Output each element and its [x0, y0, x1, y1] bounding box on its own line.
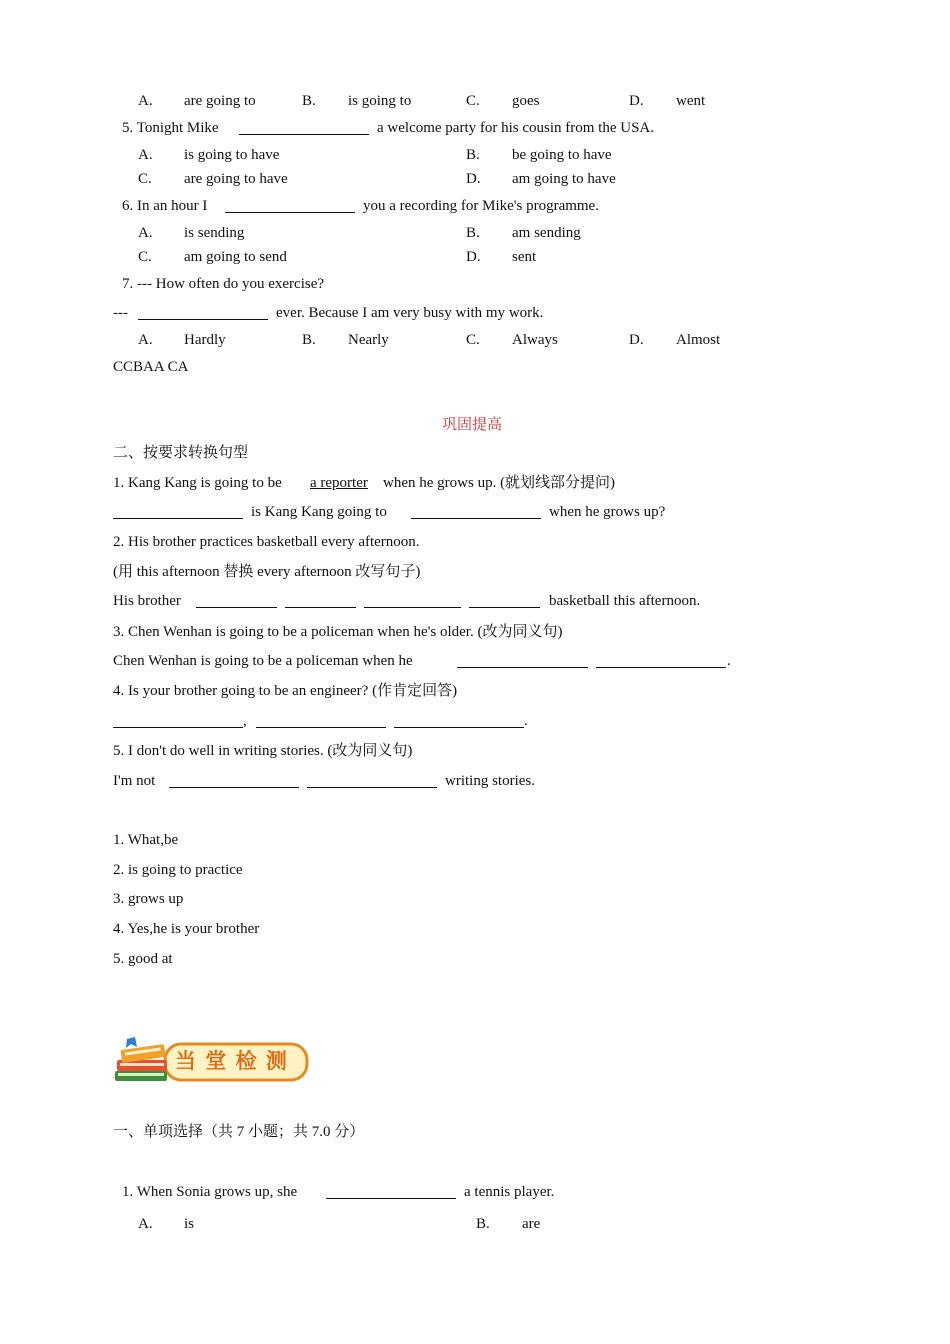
- q7-option-a-letter: A.: [138, 332, 153, 348]
- q6-option-c: am going to send: [184, 249, 287, 265]
- q5-option-c: are going to have: [184, 171, 288, 187]
- s2-line-start: His brother: [113, 593, 181, 609]
- q5-option-a: is going to have: [184, 147, 280, 163]
- s1-line-end: when he grows up?: [549, 504, 666, 520]
- answer-2-2: 2. is going to practice: [113, 862, 243, 878]
- answer-2-5: 5. good at: [113, 951, 173, 967]
- s4-text: 4. Is your brother going to be an engineer? (作肯定回答): [113, 683, 458, 699]
- p3-q1-option-a-letter: A.: [138, 1216, 153, 1232]
- s3-blank-2[interactable]: [596, 653, 726, 668]
- q6-option-d: sent: [512, 249, 537, 265]
- q7-blank[interactable]: [138, 305, 268, 320]
- p3-q1-stem-end: a tennis player.: [464, 1184, 555, 1200]
- badge-label: 当 堂 检 测: [175, 1049, 288, 1073]
- s2-hint: (用 this afternoon 替换 every afternoon 改写句子): [113, 564, 421, 580]
- p3-q1-stem-start: 1. When Sonia grows up, she: [122, 1184, 298, 1200]
- s5-line-end: writing stories.: [445, 773, 535, 789]
- q5-blank[interactable]: [239, 120, 369, 135]
- s2-blank-2[interactable]: [285, 593, 356, 608]
- q7-option-c: Always: [512, 332, 558, 348]
- s4-blank-1[interactable]: [113, 713, 243, 728]
- q6-stem-start: 6. In an hour I: [122, 198, 208, 214]
- q7-option-a: Hardly: [184, 332, 226, 348]
- q7-reply-end: ever. Because I am very busy with my work.: [276, 305, 544, 321]
- q4-option-b: is going to: [348, 93, 412, 109]
- q5-option-d: am going to have: [512, 171, 616, 187]
- s1-line-mid: is Kang Kang going to: [251, 504, 387, 520]
- q6-option-a-letter: A.: [138, 225, 153, 241]
- q4-option-c-letter: C.: [466, 93, 480, 109]
- section-title: 巩固提高: [442, 417, 503, 433]
- p3-q1-option-b-letter: B.: [476, 1216, 490, 1232]
- q7-reply-dash: ---: [113, 305, 128, 321]
- s4-comma: ,: [243, 713, 247, 729]
- p3-q1-blank[interactable]: [326, 1184, 456, 1199]
- s3-text: 3. Chen Wenhan is going to be a policeman when he's older. (改为同义句): [113, 624, 563, 640]
- q4-option-b-letter: B.: [302, 93, 316, 109]
- s3-line-start: Chen Wenhan is going to be a policeman when he: [113, 653, 413, 669]
- s5-line-start: I'm not: [113, 773, 156, 789]
- part2-heading: 二、按要求转换句型: [113, 445, 249, 461]
- s4-period: .: [524, 713, 528, 729]
- s1-text-start: 1. Kang Kang is going to be: [113, 475, 282, 491]
- q5-option-b-letter: B.: [466, 147, 480, 163]
- q5-option-c-letter: C.: [138, 171, 152, 187]
- q5-option-d-letter: D.: [466, 171, 481, 187]
- q6-stem-end: you a recording for Mike's programme.: [363, 198, 599, 214]
- q6-option-c-letter: C.: [138, 249, 152, 265]
- s2-text: 2. His brother practices basketball every afternoon.: [113, 534, 420, 550]
- answer-2-4: 4. Yes,he is your brother: [113, 921, 260, 937]
- q7-option-b-letter: B.: [302, 332, 316, 348]
- q7-stem: 7. --- How often do you exercise?: [122, 276, 325, 292]
- q6-option-d-letter: D.: [466, 249, 481, 265]
- s3-period: .: [727, 653, 731, 669]
- s1-blank-1[interactable]: [113, 504, 243, 519]
- p3-q1-option-a: is: [184, 1216, 195, 1232]
- q5-stem-end: a welcome party for his cousin from the USA.: [377, 120, 655, 136]
- q5-option-b: be going to have: [512, 147, 612, 163]
- p3-q1-option-b: are: [522, 1216, 541, 1232]
- q4-option-a-letter: A.: [138, 93, 153, 109]
- q4-option-d: went: [676, 93, 706, 109]
- s4-blank-2[interactable]: [256, 713, 386, 728]
- answer-2-1: 1. What,be: [113, 832, 179, 848]
- answer-key-1: CCBAA CA: [113, 359, 189, 375]
- q6-option-a: is sending: [184, 225, 245, 241]
- answer-2-3: 3. grows up: [113, 891, 184, 907]
- s2-line-end: basketball this afternoon.: [549, 593, 701, 609]
- part3-heading: 一、单项选择（共 7 小题；共 7.0 分）: [113, 1124, 365, 1140]
- q7-option-d-letter: D.: [629, 332, 644, 348]
- s1-blank-2[interactable]: [411, 504, 541, 519]
- q7-option-b: Nearly: [348, 332, 389, 348]
- q4-option-c: goes: [512, 93, 540, 109]
- s2-blank-1[interactable]: [196, 593, 277, 608]
- q5-option-a-letter: A.: [138, 147, 153, 163]
- s2-blank-3[interactable]: [364, 593, 461, 608]
- s5-blank-1[interactable]: [169, 773, 299, 788]
- q5-stem-start: 5. Tonight Mike: [122, 120, 219, 136]
- q6-option-b-letter: B.: [466, 225, 480, 241]
- q6-option-b: am sending: [512, 225, 581, 241]
- s5-text: 5. I don't do well in writing stories. (改为同义句): [113, 743, 413, 759]
- s5-blank-2[interactable]: [307, 773, 437, 788]
- q4-option-a: are going to: [184, 93, 256, 109]
- s1-underlined: a reporter: [310, 475, 368, 491]
- s4-blank-3[interactable]: [394, 713, 524, 728]
- s1-text-end: when he grows up. (就划线部分提问): [383, 475, 616, 491]
- q7-option-d: Almost: [676, 332, 721, 348]
- q7-option-c-letter: C.: [466, 332, 480, 348]
- q4-option-d-letter: D.: [629, 93, 644, 109]
- in-class-test-badge: [113, 1035, 313, 1087]
- s3-blank-1[interactable]: [457, 653, 588, 668]
- q6-blank[interactable]: [225, 198, 355, 213]
- s2-blank-4[interactable]: [469, 593, 540, 608]
